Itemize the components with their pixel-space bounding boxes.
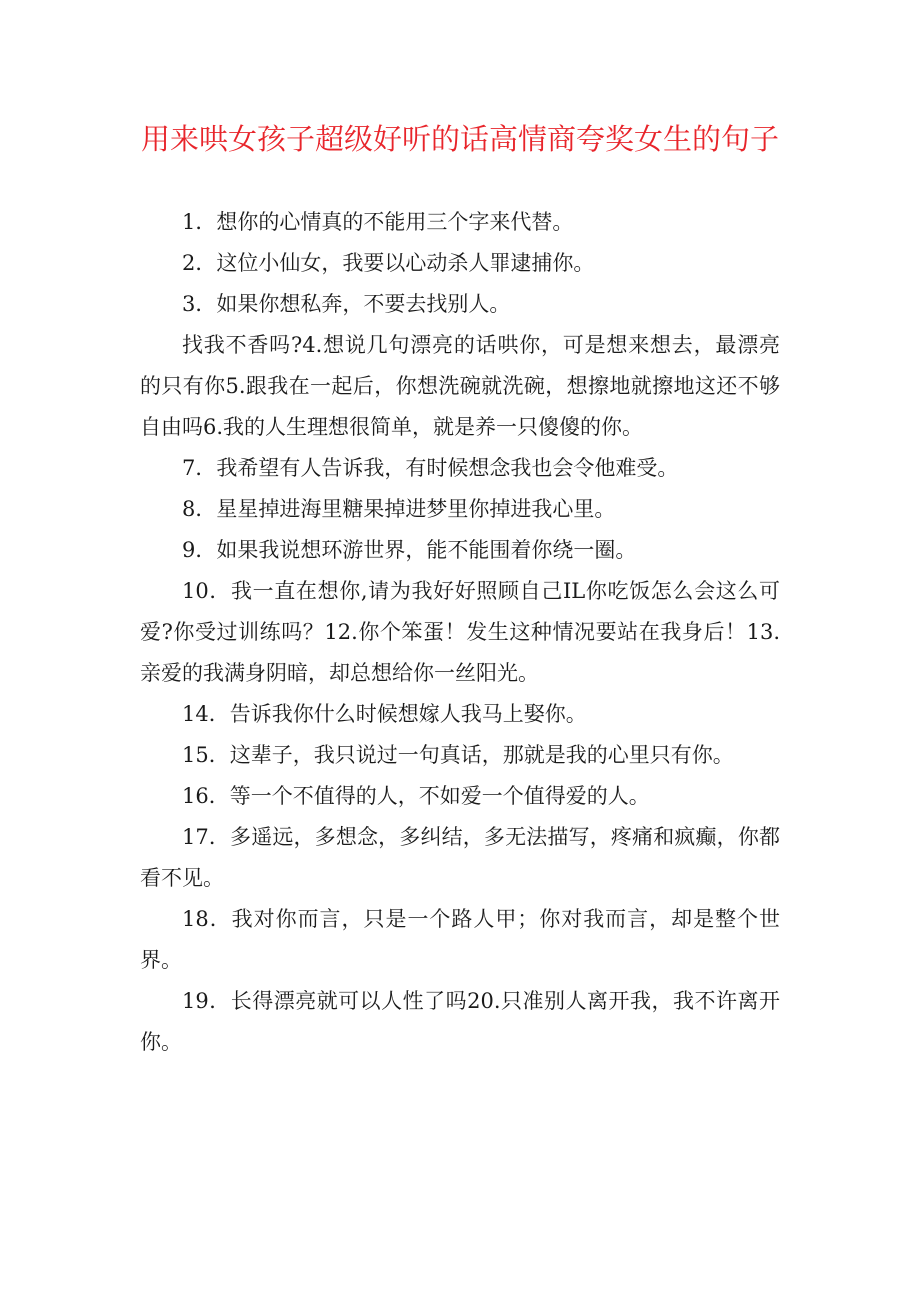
document-title: 用来哄女孩子超级好听的话高情商夸奖女生的句子	[140, 122, 779, 156]
paragraph-13: 18．我对你而言，只是一个路人甲；你对我而言，却是整个世界。	[140, 907, 780, 972]
document-body	[140, 202, 780, 1063]
paragraph-6: 8．星星掉进海里糖果掉进梦里你掉进我心里。	[182, 497, 616, 521]
paragraph-10: 15．这辈子，我只说过一句真话，那就是我的心里只有你。	[182, 743, 734, 767]
paragraph-14: 19．长得漂亮就可以人性了吗20.只准别人离开我，我不许离开你。	[140, 989, 780, 1054]
paragraph-3: 3．如果你想私奔，不要去找别人。	[182, 292, 511, 316]
paragraph-11: 16．等一个不值得的人，不如爱一个值得爱的人。	[182, 784, 650, 808]
paragraph-12: 17．多遥远，多想念，多纠结，多无法描写，疼痛和疯癫，你都看不见。	[140, 825, 780, 890]
paragraph-9: 14．告诉我你什么时候想嫁人我马上娶你。	[182, 702, 587, 726]
paragraph-1: 1．想你的心情真的不能用三个字来代替。	[182, 210, 574, 234]
paragraph-8: 10．我一直在想你,请为我好好照顾自己IL你吃饭怎么会这么可爱?你受过训练吗？12.你个笨蛋！发生这种情况要站在我身后！13.亲爱的我满身阴暗，却总想给你一丝阳光。	[140, 579, 780, 685]
paragraph-7: 9．如果我说想环游世界，能不能围着你绕一圈。	[182, 538, 637, 562]
paragraph-5: 7．我希望有人告诉我，有时候想念我也会令他难受。	[182, 456, 679, 480]
paragraph-2: 2．这位小仙女，我要以心动杀人罪逮捕你。	[182, 251, 595, 275]
paragraph-4: 找我不香吗?4.想说几句漂亮的话哄你，可是想来想去，最漂亮的只有你5.跟我在一起后，你想洗碗就洗碗，想擦地就擦地这还不够自由吗6.我的人生理想很简单，就是养一只傻傻的你。	[140, 333, 780, 439]
